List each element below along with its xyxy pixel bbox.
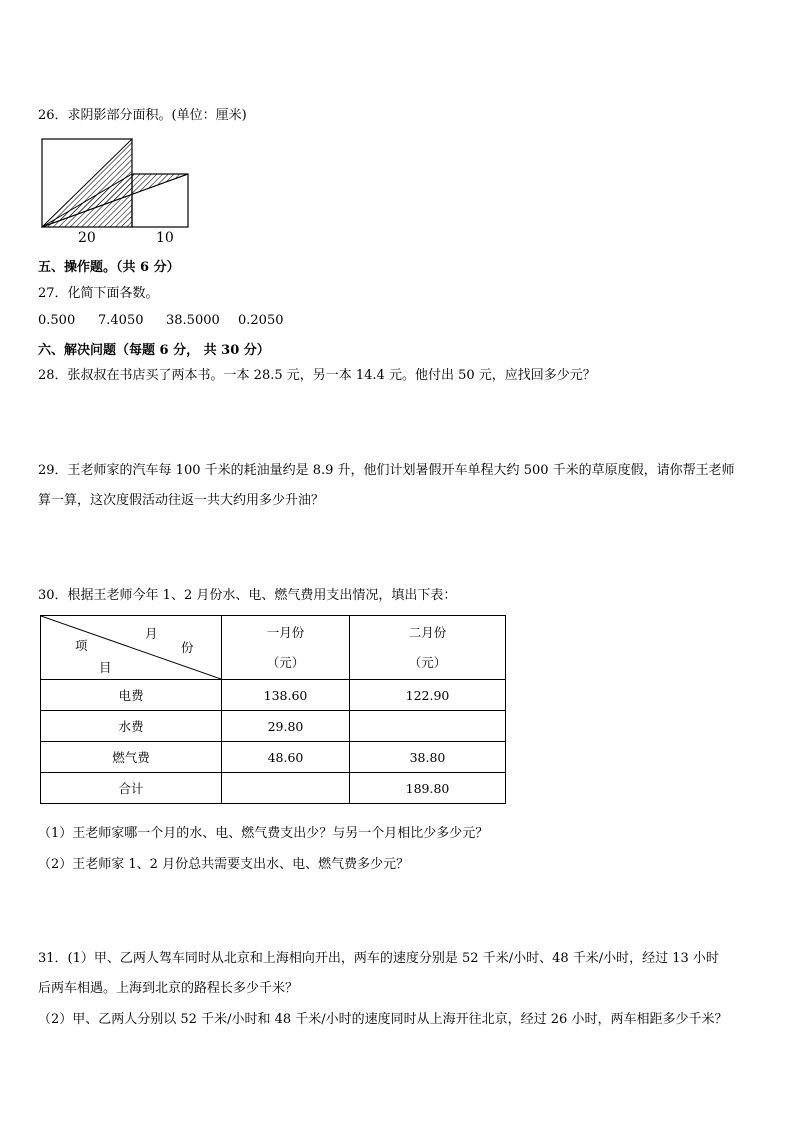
q27-number-2: 7.4050 <box>98 313 144 328</box>
corner-month: 月 <box>145 626 158 641</box>
january-value <box>222 773 350 804</box>
col-january-header: 一月份 （元） <box>222 616 350 680</box>
q28-text: 28．张叔叔在书店买了两本书。一本 28.5 元，另一本 14.4 元。他付出 50 元，应找回多少元？ <box>38 368 596 383</box>
row-label: 水费 <box>41 711 222 742</box>
table-row <box>41 742 506 773</box>
shaded-area-figure <box>40 138 192 230</box>
dimension-20: 20 <box>78 230 96 246</box>
table-row <box>41 711 506 742</box>
corner-fen: 份 <box>181 640 194 655</box>
row-label: 电费 <box>41 680 222 711</box>
q27-number-1: 0.500 <box>38 313 76 328</box>
february-value: 189.80 <box>350 773 506 804</box>
q29-line1: 29．王老师家的汽车每 100 千米的耗油量约是 8.9 升，他们计划暑假开车单程大约 500 千米的草原度假，请你帮王老师 <box>38 463 735 478</box>
table-row <box>41 680 506 711</box>
q29-line2: 算一算，这次度假活动往返一共大约用多少升油？ <box>38 493 325 508</box>
q31-line1: 31．(1）甲、乙两人驾车同时从北京和上海相向开出，两车的速度分别是 52 千米/小时、48 千米/小时，经过 13 小时 <box>38 951 719 966</box>
february-value <box>350 711 506 742</box>
q30-sub2: （2）王老师家 1、2 月份总共需要支出水、电、燃气费多少元？ <box>38 857 410 872</box>
january-value: 29.80 <box>222 711 350 742</box>
february-value: 122.90 <box>350 680 506 711</box>
q27-text: 27．化简下面各数。 <box>38 286 159 301</box>
table-corner-cell <box>41 616 222 680</box>
february-value: 38.80 <box>350 742 506 773</box>
q27-number-4: 0.2050 <box>238 313 284 328</box>
q31-line3: （2）甲、乙两人分别以 52 千米/小时和 48 千米/小时的速度同时从上海开往北京，经过 26 小时，两车相距多少千米？ <box>38 1012 728 1027</box>
q31-line2: 后两车相遇。上海到北京的路程长多少千米？ <box>38 981 299 996</box>
section5-title: 五、操作题。（共 6 分） <box>38 260 180 275</box>
q30-sub1: （1）王老师家哪一个月的水、电、燃气费支出少？与另一个月相比少多少元？ <box>38 826 489 841</box>
col-february-header: 二月份 （元） <box>350 616 506 680</box>
fees-table <box>40 615 506 804</box>
row-label: 合计 <box>41 773 222 804</box>
row-label: 燃气费 <box>41 742 222 773</box>
january-value: 48.60 <box>222 742 350 773</box>
corner-mu: 目 <box>99 660 112 675</box>
dimension-10: 10 <box>156 230 174 246</box>
q27-number-3: 38.5000 <box>166 313 220 328</box>
q30-text: 30．根据王老师今年 1、2 月份水、电、燃气费用支出情况，填出下表： <box>38 588 457 603</box>
section6-title: 六、解决问题（每题 6 分， 共 30 分） <box>38 343 270 358</box>
table-row <box>41 773 506 804</box>
january-value: 138.60 <box>222 680 350 711</box>
q26-text: 26．求阴影部分面积。(单位：厘米) <box>38 108 247 123</box>
corner-xiang: 项 <box>75 638 88 653</box>
